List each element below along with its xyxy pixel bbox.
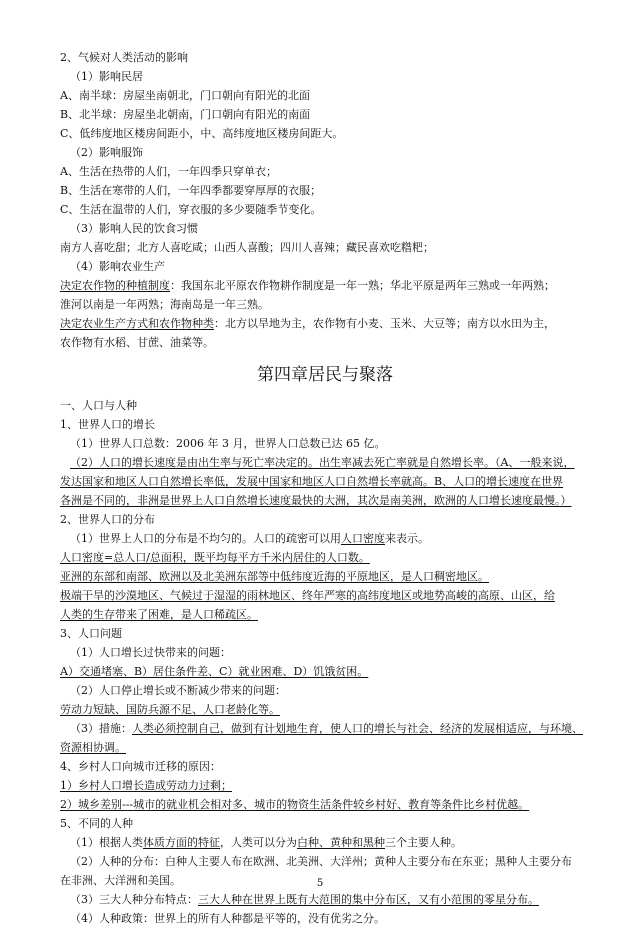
underlined-text: 1）乡村人口增长造成劳动力过剩；: [60, 779, 232, 792]
population-line: [60, 605, 590, 624]
underlined-text: 人类的生存带来了困难，是人口稀疏区。: [60, 608, 258, 621]
underlined-text: 人类必须控制自己，做到有计划地生育，使人口的增长与社会、经济的发展相适应，与环境、: [132, 722, 583, 735]
text-span: A、生活在热带的人们，一年四季只穿单衣；: [60, 165, 277, 178]
population-line: [60, 719, 590, 738]
population-line: [60, 567, 590, 586]
text-span: C、低纬度地区楼房间距小，中、高纬度地区楼房间距大。: [60, 127, 344, 140]
text-span: （3）措施：: [70, 722, 132, 735]
underlined-text: 亚洲的东部和南部、欧洲以及北美洲东部等中低纬度近海的平原地区，是人口稠密地区。: [60, 570, 489, 583]
underlined-text: 决定农作物的种植制度: [60, 279, 170, 292]
population-line: [60, 396, 590, 415]
text-span: （4）人种政策：世界上的所有人种都是平等的，没有优劣之分。: [70, 912, 385, 925]
text-span: （3）影响人民的饮食习惯: [70, 222, 198, 235]
climate-line: [60, 276, 590, 295]
population-line: [60, 738, 590, 757]
page-content: [60, 48, 590, 928]
underlined-text: 劳动力短缺、国防兵源不足、人口老龄化等。: [60, 703, 280, 716]
climate-section: [60, 48, 590, 352]
population-line: [60, 795, 590, 814]
population-line: [60, 472, 590, 491]
population-line: [60, 643, 590, 662]
population-section: [60, 396, 590, 928]
climate-line: [60, 333, 590, 352]
text-span: C、生活在温带的人们，穿衣服的多少要随季节变化。: [60, 203, 322, 216]
text-span: 三个主要人种。: [385, 836, 462, 849]
text-span: （1）世界人口总数：2006 年 3 月，世界人口总数已达 65 亿。: [70, 437, 386, 450]
population-line: [60, 529, 590, 548]
climate-line: [60, 295, 590, 314]
text-span: 来表示。: [385, 532, 429, 545]
underlined-text: （2）人口的增长速度是由出生率与死亡率决定的。出生率减去死亡率就是自然增长率。（A、一般来说，: [70, 456, 575, 469]
text-span: 5、不同的人种: [60, 817, 133, 830]
population-line: [60, 510, 590, 529]
text-span: A、南半球：房屋坐南朝北，门口朝向有阳光的北面: [60, 89, 310, 102]
text-span: ：北方以旱地为主，农作物有小麦、玉米、大豆等；南方以水田为主，: [214, 317, 555, 330]
text-span: ：我国东北平原农作物耕作制度是一年一熟；华北平原是两年三熟或一年两熟；: [170, 279, 555, 292]
underlined-text: 极端干旱的沙漠地区、气候过于湿湿的雨林地区、终年严寒的高纬度地区或地势高峻的高原、山区，给: [60, 589, 555, 602]
text-span: 南方人喜吃甜；北方人喜吃咸；山西人喜酸；四川人喜辣；藏民喜欢吃糌粑；: [60, 241, 434, 254]
text-span: 淮河以南是一年两熟；海南岛是一年三熟。: [60, 298, 269, 311]
climate-line: [60, 48, 590, 67]
underlined-text: 体质方面的特征: [143, 836, 220, 849]
population-line: [60, 491, 590, 510]
text-span: 农作物有水稻、甘蔗、油菜等。: [60, 336, 214, 349]
chapter-title: 第四章居民与聚落: [257, 365, 393, 385]
climate-line: [60, 143, 590, 162]
population-line: [60, 453, 590, 472]
population-line: [60, 814, 590, 833]
climate-line: [60, 105, 590, 124]
climate-line: [60, 257, 590, 276]
text-span: 一、人口与人种: [60, 399, 137, 412]
population-line: [60, 548, 590, 567]
text-span: （1）根据人类: [70, 836, 143, 849]
population-line: [60, 586, 590, 605]
text-span: 2、气候对人类活动的影响: [60, 51, 188, 64]
climate-line: [60, 200, 590, 219]
population-line: [60, 415, 590, 434]
climate-line: [60, 238, 590, 257]
underlined-text: 资源相协调。: [60, 741, 126, 754]
population-line: [60, 833, 590, 852]
text-span: （1）影响民居: [70, 70, 143, 83]
text-span: B、北半球：房屋坐北朝南，门口朝向有阳光的南面: [60, 108, 311, 121]
text-span: （2）影响服饰: [70, 146, 143, 159]
text-span: 4、乡村人口向城市迁移的原因：: [60, 760, 221, 773]
text-span: 2、世界人口的分布: [60, 513, 155, 526]
population-line: [60, 624, 590, 643]
underlined-text: 人口密度=总人口/总面积，既平均每平方千米内居住的人口数。: [60, 551, 370, 564]
text-span: 在非洲、大洋洲和美国。: [60, 874, 181, 887]
text-span: （1）世界上人口的分布是不均匀的。人口的疏密可以用: [70, 532, 341, 545]
underlined-text: A）交通堵塞、B）居住条件差、C）就业困难、D）饥饿贫困。: [60, 665, 369, 678]
text-span: （2）人口停止增长或不断减少带来的问题：: [70, 684, 286, 697]
text-span: 3、人口问题: [60, 627, 122, 640]
underlined-text: 发达国家和地区人口自然增长率低，发展中国家和地区人口自然增长率就高。B、人口的增长速度在世界: [60, 475, 564, 488]
text-span: （4）影响农业生产: [70, 260, 165, 273]
underlined-text: 白种、黄种和黑种: [297, 836, 385, 849]
page-number: 5: [316, 878, 324, 889]
population-line: [60, 681, 590, 700]
population-line: [60, 909, 590, 928]
underlined-text: 人口密度: [341, 532, 385, 545]
underlined-text: 各洲是不同的，非洲是世界上人口自然增长速度最快的大洲，其次是南美洲，欧洲的人口增长速度最慢。）: [60, 494, 572, 507]
climate-line: [60, 67, 590, 86]
text-span: ，人类可以分为: [220, 836, 297, 849]
climate-line: [60, 124, 590, 143]
climate-line: [60, 162, 590, 181]
population-line: [60, 700, 590, 719]
population-line: [60, 776, 590, 795]
population-line: [60, 852, 590, 871]
text-span: B、生活在寒带的人们，一年四季都要穿厚厚的衣服；: [60, 184, 322, 197]
text-span: （2）人种的分布：白种人主要人布在欧洲、北美洲、大洋州；黄种人主要分布在东亚；黑种人主要分布: [70, 855, 572, 868]
climate-line: [60, 314, 590, 333]
climate-line: [60, 86, 590, 105]
underlined-text: 三大人种在世界上既有大范围的集中分布区，又有小范围的零星分布。: [198, 893, 539, 906]
underlined-text: 2）城乡差别---城市的就业机会相对多、城市的物资生活条件较乡村好、教育等条件比乡村优越。: [60, 798, 530, 811]
population-line: [60, 662, 590, 681]
underlined-text: 决定农业生产方式和农作物种类: [60, 317, 214, 330]
text-span: 1、世界人口的增长: [60, 418, 155, 431]
climate-line: [60, 181, 590, 200]
text-span: （3）三大人种分布特点：: [70, 893, 198, 906]
population-line: [60, 757, 590, 776]
population-line: [60, 434, 590, 453]
text-span: （1）人口增长过快带来的问题：: [70, 646, 231, 659]
climate-line: [60, 219, 590, 238]
